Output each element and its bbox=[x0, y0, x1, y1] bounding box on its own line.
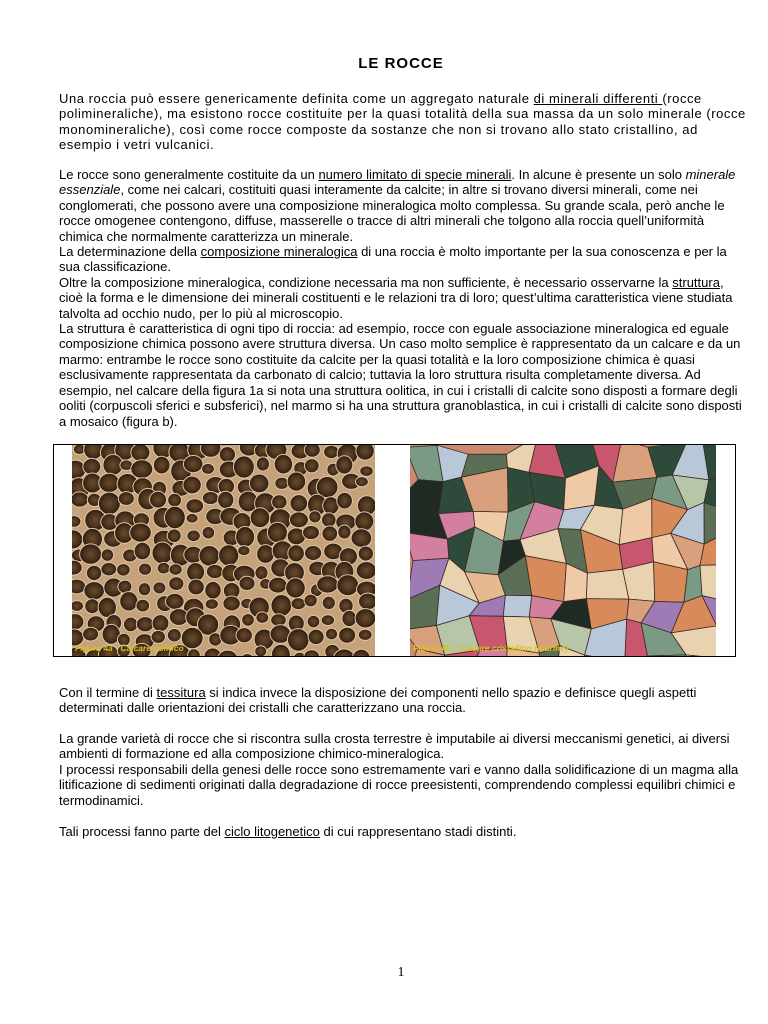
italic-term: minerale essenziale bbox=[59, 167, 736, 198]
text-run: La grande varietà di rocce che si riscontra sulla crosta terrestre è imputabile ai diversi meccanismi genetici, ai diversi ambienti di formazione ed alla composizione chimico-mineralogica. bbox=[59, 731, 730, 762]
paragraph-composition bbox=[59, 167, 749, 429]
text-run: Le rocce sono generalmente costituite da un bbox=[59, 167, 319, 182]
figure-marble bbox=[410, 445, 716, 656]
link-numero-limitato[interactable]: numero limitato di specie minerali bbox=[318, 167, 512, 182]
text-run: di cui rappresentano stadi distinti. bbox=[319, 824, 517, 839]
page-title: LE ROCCE bbox=[358, 55, 444, 72]
link-ciclo-litogenetico[interactable]: ciclo litogenetico bbox=[224, 824, 320, 839]
figure-row bbox=[53, 444, 736, 657]
paragraph-varieta bbox=[59, 731, 749, 808]
text-run: , cioè la forma e le dimensione dei minerali costituenti e le relazioni tra di loro; quest’ultima caratteristica viene studiata talvolta ad occhio nudo, per lo più al microscopio. bbox=[59, 274, 733, 321]
figure-caption-right: Figura 4b - Calcare cristallino (marmo) bbox=[413, 643, 569, 653]
text-run: . In alcune è presente un solo bbox=[511, 167, 686, 182]
page-number: 1 bbox=[397, 965, 405, 980]
text-run: Tali processi fanno parte del bbox=[59, 824, 225, 839]
link-struttura[interactable]: struttura bbox=[672, 274, 720, 290]
figure-oolitic-limestone bbox=[72, 445, 375, 656]
figure-caption-left: Figura 4a - Calcare oolitico bbox=[75, 643, 184, 653]
text-run: di una roccia è molto importante per la sua conoscenza e per la sua classificazione. bbox=[59, 244, 727, 275]
text-run: Con il termine di bbox=[59, 685, 157, 700]
text-run: (rocce polimineraliche), ma esistono rocce costituite per la quasi totalità della sua massa da un solo minerale (rocce monomineraliche), così come rocce composte da sostanze che non si trovano allo stato cristallino, ad esempio i vetri vulcanici. bbox=[59, 91, 746, 153]
text-run: La struttura è caratteristica di ogni tipo di roccia: ad esempio, rocce con eguale associazione mineralogica ed eguale composizione chimica possono avere struttura diversa. Un caso molto semplice è rappresentato da un calcare e da un marmo: entrambe le rocce sono costituite da calcite per la quasi totalità e la loro composizione chimica è quasi esclusivamente rappresentata da carbonato di calcio; tuttavia la loro struttura risulta completamente diversa. Ad esempio, nel calcare della figura 1a si nota una struttura oolitica, in cui i cristalli di calcite sono disposti a formare degli ooliti (corpuscoli sferici e subsferici), nel marmo si ha una struttura granoblastica, in cui i cristalli di calcite sono disposti a mosaico (figura b). bbox=[59, 321, 742, 429]
paragraph-ciclo bbox=[59, 824, 749, 839]
text-run: si indica invece la disposizione dei componenti nello spazio e definisce quegli aspetti determinati dalle orientazioni dei cristalli che caratterizzano una roccia. bbox=[59, 685, 697, 716]
link-tessitura[interactable]: tessitura bbox=[156, 685, 206, 700]
oolite-micrograph bbox=[72, 445, 375, 656]
text-run: I processi responsabili della genesi delle rocce sono estremamente vari e vanno dalla solidificazione di un magma alla litificazione di sedimenti originati dalla degradazione di rocce preesistenti, comprendendo complessi equilibri chimici e termodinamici. bbox=[59, 761, 739, 808]
text-run: Una roccia può essere genericamente definita come un aggregato naturale bbox=[59, 91, 534, 106]
paragraph-definition bbox=[59, 91, 749, 153]
link-composizione-mineralogica[interactable]: composizione mineralogica bbox=[200, 244, 358, 260]
paragraph-tessitura bbox=[59, 685, 749, 716]
text-run: , come nei calcari, costituiti quasi interamente da calcite; in altre si trovano diversi minerali, come nei conglomerati, che possono avere una composizione mineralogica molto complessa. Su grande scala, però anche le rocce omogenee contengono, diffuse, masserelle o tracce di altri minerali che tolgono alla roccia quell’uniformità chimica che normalmente caratterizza un minerale. bbox=[59, 182, 725, 244]
text-run: Oltre la composizione mineralogica, condizione necessaria ma non sufficiente, è necessario osservarne la bbox=[59, 274, 673, 290]
text-run: La determinazione della bbox=[59, 244, 201, 260]
marble-micrograph bbox=[410, 445, 716, 656]
link-minerali-differenti[interactable]: di minerali differenti bbox=[533, 91, 663, 106]
